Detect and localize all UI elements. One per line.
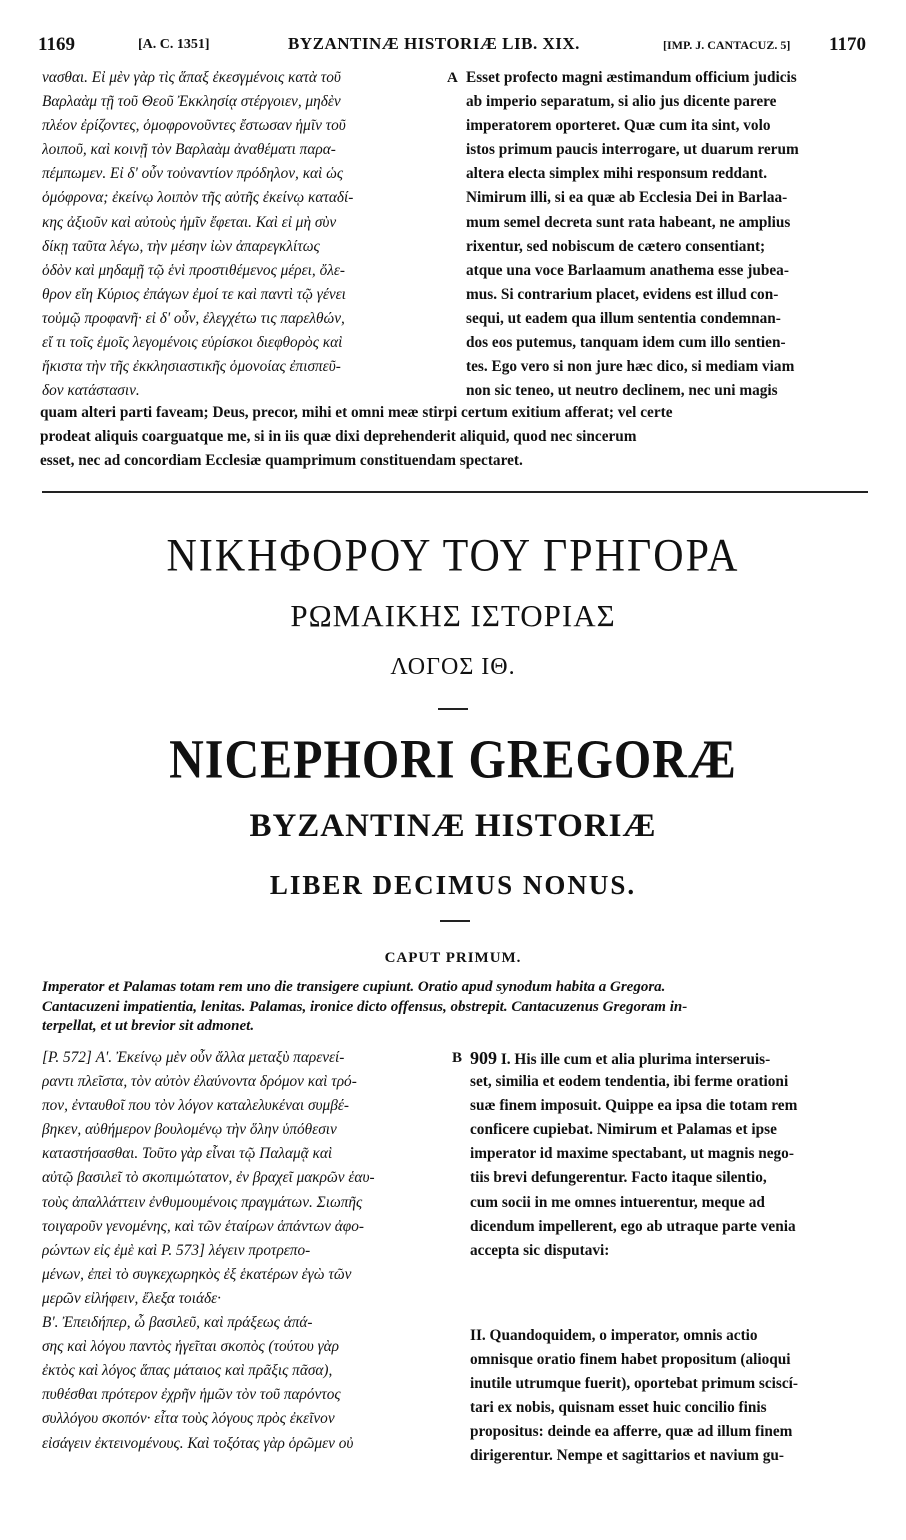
text-line: terpellat, et ut brevior sit admonet. xyxy=(42,1018,255,1034)
page-number-right: 1170 xyxy=(829,34,866,55)
text-line xyxy=(470,1046,868,1070)
text-line: non sic teneo, ut neutro declinem, nec uni magis xyxy=(466,382,778,400)
text-line: tari ex nobis, quisnam esset huic concilio finis xyxy=(470,1399,767,1417)
text-line: mum semel decreta sunt rata habeant, ne amplius xyxy=(466,213,791,231)
text-line: esset, nec ad concordiam Ecclesiæ quamprimum constituendam spectaret. xyxy=(40,452,523,470)
text-line: εἴ τι τοῖς ἐμοῖς λεγομένοις εὑρίσκοι διεφθορὸς καὶ xyxy=(42,334,343,352)
text-line: λοιποῦ, καὶ κοινῇ τὸν Βαρλαὰμ ἀναθέματι παρα- xyxy=(42,141,336,159)
text-line: Cantacuzeni impatientia, lenitas. Palamas, ironice dicto offensus, obstrepit. Cantacuzenus Gregoram in- xyxy=(42,998,688,1015)
text-line: ρώντων εἰς ἐμὲ καὶ P. 573] λέγειν προτρεπο- xyxy=(42,1241,311,1259)
text-line: τοὺς ἀπαλλάττειν ἐνθυμουμένοις πραγμάτων. Σιωπῆς xyxy=(42,1193,363,1211)
text-line: set, similia et eodem tendentia, ibi ferme orationi xyxy=(470,1073,789,1091)
text-line: πυθέσθαι πρότερον ἐχρῆν ἡμῶν τὸν τοῦ παρόντος xyxy=(42,1386,341,1404)
bottom-greek-column xyxy=(42,1046,463,1456)
text-line: ἐκτὸς καὶ λόγος ἅπας μάταιος καὶ πρᾶξις πᾶσα), xyxy=(42,1362,333,1380)
text-line: κης ἀξιοῦν καὶ αὐτοὺς ἡμῖν ἔφεται. Καὶ εἰ μὴ σὺν xyxy=(42,213,337,231)
text-line: πλέον ἐρίζοντες, ὁμοφρονοῦντες ἔστωσαν ἡμῖν τοῦ xyxy=(42,117,346,135)
text-line: istos primum paucis interrogare, ut duarum rerum xyxy=(466,141,799,159)
bottom-latin-column xyxy=(470,1046,868,1263)
latin-title-author: NICEPHORI GREGORÆ xyxy=(169,729,737,790)
full-width-latin-text xyxy=(40,401,868,473)
text-line: cum socii in me omnes intuerentur, meque ad xyxy=(470,1193,765,1211)
section-divider xyxy=(42,491,868,493)
running-header xyxy=(38,34,866,58)
text-line: Esset profecto magni æstimandum officium judicis xyxy=(466,69,797,86)
text-line: ἥκιστα τὴν τῆς ἐκκλησιαστικῆς ὁμονοίας ἐπισπεῦ- xyxy=(42,358,341,376)
text-line: καταστήσασθαι. Τοῦτο γὰρ εἶναι τῷ Παλαμᾷ καὶ xyxy=(42,1145,333,1163)
text-line: αὐτῷ βασιλεῖ τὸ σκοπιμώτατον, ἐν βραχεῖ μακρῶν ἑαυ- xyxy=(42,1169,375,1187)
section-marker-b: B xyxy=(452,1050,463,1066)
text-line: ραντι πλεῖστα, τὸν αὐτὸν ἐλαύνοντα δρόμον καὶ τρό- xyxy=(42,1073,357,1091)
text-line: τοιγαροῦν γενομένης, καὶ τῶν ἑταίρων ἁπάντων ἀφο- xyxy=(42,1217,364,1235)
text-line: δον κατάστασιν. xyxy=(42,382,140,400)
greek-title-work: ΡΩΜΑΙΚΗΣ ΙΣΤΟΡΙΑΣ xyxy=(290,598,616,633)
text-line: mus. Si contrarium placet, evidens est illud con- xyxy=(466,285,779,303)
text-line: rixentur, sed nobiscum de cætero consentiant; xyxy=(466,237,766,255)
text-line: tes. Ego vero si non jure hæc dico, si mediam viam xyxy=(466,358,795,376)
latin-title-work: BYZANTINÆ HISTORIÆ xyxy=(249,808,657,844)
header-date: [A. C. 1351] xyxy=(138,37,210,52)
text-line: Nimirum illi, si ea quæ ab Ecclesia Dei in Barlaa- xyxy=(466,189,788,207)
bottom-latin-column-2 xyxy=(470,1324,868,1469)
text-line: propositus: deinde ea afferre, quæ ad illum finem xyxy=(470,1423,793,1441)
text-line: τοὐμῷ προφανῆ· εἰ δ' οὖν, ἐλεγχέτω τις παρελθών, xyxy=(42,309,345,327)
text-line: imperatorem oporteret. Quæ cum ita sint, volo xyxy=(466,117,771,135)
text-line: dicendum impellerent, ego ab utraque parte venia xyxy=(470,1217,796,1235)
text-line: Βαρλαὰμ τῇ τοῦ Θεοῦ Ἐκκλησίᾳ στέργοιεν, μηδὲν xyxy=(42,93,341,111)
text-line: conficere cupiebat. Nimirum et Palamas et ipse xyxy=(470,1121,777,1139)
text-line: ὁμόφρονα; ἐκείνῳ λοιπὸν τῆς αὐτῆς ἐκείνῳ καταδί- xyxy=(42,189,354,207)
text-line: νασθαι. Εἰ μὲν γὰρ τὶς ἅπαξ ἐκεσγμένοις κατὰ τοῦ xyxy=(42,69,341,86)
title-dash xyxy=(440,920,470,922)
text-line: accepta sic disputavi: xyxy=(470,1241,610,1259)
text-line: [P. 572] Α'. Ἐκείνῳ μὲν οὖν ἄλλα μεταξὺ παρενεί- xyxy=(42,1049,345,1066)
text-line: πέμπωμεν. Εἰ δ' οὖν τοὐναντίον πρόδηλον, καὶ ὡς xyxy=(42,165,344,183)
text-line: II. Quandoquidem, o imperator, omnis actio xyxy=(470,1327,758,1344)
column-number: 909 xyxy=(470,1048,497,1068)
text-line: πον, ἐνταυθοῖ που τὸν λόγον καταλελυκέναι συμβέ- xyxy=(42,1097,349,1115)
text-line: atque una voce Barlaamum anathema esse jubea- xyxy=(466,261,789,279)
text-line: συλλόγου σκοπόν· εἶτα τοὺς λόγους πρὸς ἐκεῖνον xyxy=(42,1410,335,1428)
text-line: inutile utrumque fuerit), oportebat primum sciscí- xyxy=(470,1375,799,1393)
text-line: μερῶν εἰλήφειν, ἔλεξα τοιάδε· xyxy=(42,1289,221,1307)
text-line: θρον εἴη Κύριος ἐπάγων ἐμοί τε καὶ παντὶ τῷ γένει xyxy=(42,285,346,303)
text-line: δίκῃ ταῦτα λέγω, τὴν μέσην ἰὼν ἀπαρεγκλίτως xyxy=(42,237,320,255)
page-number-left: 1169 xyxy=(38,34,75,55)
chapter-heading: CAPUT PRIMUM. xyxy=(384,950,522,966)
chapter-summary xyxy=(42,978,868,1037)
text-line-rest: I. His ille cum et alia plurima interseruis- xyxy=(497,1051,771,1068)
text-line: dirigerentur. Nempe et sagittarios et navium gu- xyxy=(470,1447,784,1465)
text-line: omnisque oratio finem habet propositum (alioqui xyxy=(470,1351,791,1369)
text-line: σης καὶ λόγου παντὸς ἡγεῖται σκοπὸς (τούτου γὰρ xyxy=(42,1338,339,1356)
text-line: prodeat aliquis coarguatque me, si in iis quæ dixi deprehenderit aliquid, quod nec sincerum xyxy=(40,428,637,446)
greek-title-author: ΝΙΚΗΦΟΡΟΥ ΤΟΥ ΓΡΗΓΟΡΑ xyxy=(166,530,740,582)
section-marker-a: A xyxy=(447,70,458,86)
text-line: ab imperio separatum, si alio jus dicente parere xyxy=(466,93,777,111)
latin-title-book: LIBER DECIMUS NONUS. xyxy=(269,870,637,900)
text-line: suæ finem imposuit. Quippe ea ipsa die totam rem xyxy=(470,1097,798,1115)
text-line: μένων, ἐπεὶ τὸ συγκεχωρηκὸς ἐξ ἑκατέρων ἐγὼ τῶν xyxy=(42,1265,352,1283)
text-line: Β'. Ἐπειδήπερ, ὦ βασιλεῦ, καὶ πράξεως ἁπά- xyxy=(42,1314,313,1332)
text-line: quam alteri parti faveam; Deus, precor, mihi et omni meæ stirpi certum exitium afferat; vel certe xyxy=(40,404,673,421)
greek-title-book: ΛΟΓΟΣ ΙΘ. xyxy=(390,654,516,680)
header-emperor: [IMP. J. CANTACUZ. 5] xyxy=(663,38,791,52)
text-line: Imperator et Palamas totam rem uno die transigere cupiunt. Oratio apud synodum habita a Gregora. xyxy=(42,979,666,995)
text-line: sequi, ut eadem qua illum sententia condemnan- xyxy=(466,309,781,327)
text-line: dos eos putemus, tanquam idem cum illo sentien- xyxy=(466,334,786,352)
title-dash xyxy=(438,708,468,710)
top-greek-column xyxy=(42,66,460,403)
text-line: imperator id maxime spectabant, ut magnis nego- xyxy=(470,1145,794,1163)
text-line: ὁδὸν καὶ μηδαμῇ τῷ ἑνὶ προστιθέμενος μέρει, ὄλε- xyxy=(42,261,345,279)
text-line: tiis brevi defungerentur. Facto itaque silentio, xyxy=(470,1169,767,1187)
text-line: εἰσάγειν ἐκτεινομένους. Καὶ τοξότας γὰρ ὁρῶμεν οὐ xyxy=(42,1434,354,1452)
text-line: βηκεν, αὐθήμερον βουλομένῳ τὴν ὅλην ὑπόθεσιν xyxy=(42,1121,337,1139)
header-title: BYZANTINÆ HISTORIÆ LIB. XIX. xyxy=(288,34,580,53)
top-latin-column xyxy=(466,66,868,403)
text-line: altera electa simplex mihi responsum reddant. xyxy=(466,165,768,183)
